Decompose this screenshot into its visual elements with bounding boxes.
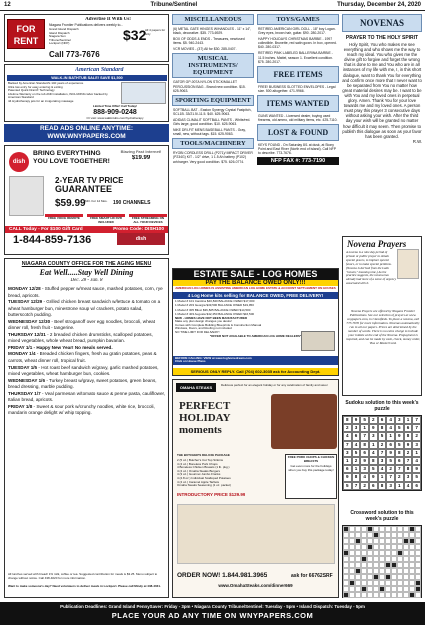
page-footer [0, 602, 425, 625]
sudoku-cell: 3 [404, 473, 413, 481]
estate-features: Make any plan design changes you desire! Comes with Complete Building Blueprints & Construction Manual Windows, Doors, and Roofing not included NO TIME LIMIT FOR DELIVERY! [175, 319, 262, 334]
dish-phone: 1-844-859-7136 [13, 234, 92, 246]
items-wanted-header: ITEMS WANTED [257, 95, 339, 112]
listing: RETIRED PINK LABELED BALLERINA BARBIE - 11.5 inches. Mattel, season 1. Excellent condition. $75. 280-2017. [258, 51, 333, 64]
prayer-initials: R.W. [412, 138, 422, 144]
sudoku-cell: 4 [404, 482, 413, 490]
estate-features-title: NEW - HOMES HAVE NOT BEEN MANUFACTURED [175, 315, 248, 320]
wanted-listings [258, 114, 338, 122]
sudoku-cell: 2 [386, 465, 395, 473]
sudoku-cell: 6 [369, 482, 378, 490]
estate-avail: 4 Log Home kits selling for BALANCE OWED, FREE DELIVERY! [173, 292, 338, 299]
footer-place-ad: PLACE YOUR AD ANY TIME ON WNYPAPERS.COM [111, 611, 314, 620]
sudoku-cell: 3 [412, 441, 421, 449]
sporting-header: SPORTING EQUIPMENT [172, 95, 254, 106]
dish-ad [4, 145, 169, 255]
sudoku-cell: 4 [378, 465, 387, 473]
sudoku-cell: 9 [369, 424, 378, 432]
sudoku-cell: 2 [369, 416, 378, 424]
advertise-ad [4, 14, 169, 62]
sudoku-cell: 4 [352, 441, 361, 449]
sudoku-title: Sudoku solution to this week's puzzle [345, 400, 419, 412]
american-url: Or visit: www.walkintubs.com/hydrotherapy [86, 117, 144, 120]
listing: SOFTBALL BAT - Easton Synergy Crystal Fastpitch, SCL1B. 33/21.5/-11.5. $40. 625-9063. [173, 107, 252, 116]
aging-menu [4, 258, 169, 598]
sudoku-cell: 3 [360, 465, 369, 473]
estate-offer: *OFFER NOT AVAILABLE TO AMERICAN LOG HOME DEALERS* [209, 333, 302, 338]
toys-listings [258, 27, 338, 64]
menu-day: TUESDAY 12/29 - Grilled chicken breast sandwich w/lettuce & tomato on a wheat hamburger bun, minestrone soup w/ crackers, potato salad, butterscotch pudding. [8, 299, 161, 318]
sudoku-cell: 5 [369, 465, 378, 473]
listing: GATOR GP-007A NYLON STICK/MALLET PERCUSSION BAG - Brand new condition. $15. 625-9063. [173, 80, 246, 93]
for-rent-sign: FOR RENT [7, 19, 45, 49]
dvr-feature: FREE SMART HD DVR INCLUDED [87, 214, 125, 224]
log-home-image [301, 331, 335, 351]
crossword-title: Crossword solution to this week's puzzle [350, 510, 414, 522]
sudoku-cell: 1 [360, 424, 369, 432]
dish-guarantee-1: 2-YEAR TV PRICE [55, 176, 124, 185]
sudoku-cell: 4 [343, 432, 352, 440]
tools-listings [173, 151, 253, 163]
dish-logo: dish [9, 152, 29, 172]
sudoku-solution [342, 400, 422, 510]
sudoku-cell: 1 [386, 432, 395, 440]
voice-remote-feature: FREE VOICE REMOTE [45, 214, 83, 224]
american-phone: 888-909-0248 [93, 109, 137, 116]
aging-menu-footer: All lunches served with bread/ 1% milk, coffee or tea. Suggested contribution for meals is $3.25. Menu subject to change without notice. Call 438-4020 for more information. [8, 573, 158, 580]
omaha-intro-price: INTRODUCTORY PRICE $129.99 [177, 492, 246, 497]
omaha-tag: Delicious perfect for an elegant holiday or for any celebration of family and savor [221, 384, 328, 387]
sudoku-cell: 7 [343, 441, 352, 449]
nfp-fax: NFP FAX #: 773-7190 [257, 157, 339, 165]
menu-day: WEDNESDAY 12/30 - Beef stroganoff over egg noodles, broccoli, wheat dinner roll, fresh fruit - tangerine. [8, 318, 156, 331]
bathtub-image [121, 82, 166, 104]
read-ads-banner: READ ADS ONLINE ANYTIME: WWW.WNYPAPERS.COM [4, 124, 169, 142]
sudoku-cell: 5 [343, 482, 352, 490]
omaha-steaks-ad [172, 379, 339, 598]
sudoku-cell: 1 [352, 465, 361, 473]
listing: NIKE DRI-FIT MENS BASEBALL PANTS - Gray, small, new, without tags. $15. 625-9063. [173, 128, 246, 137]
sudoku-cell: 7 [360, 432, 369, 440]
musical-header: MUSICAL INSTRUMENTS/ EQUIPMENT [172, 53, 254, 78]
page-number: 12 [4, 2, 11, 8]
sporting-listings [173, 108, 253, 137]
sudoku-cell: 8 [352, 473, 361, 481]
sudoku-cell: 5 [412, 473, 421, 481]
sudoku-cell: 7 [352, 482, 361, 490]
omaha-food-photo [177, 504, 335, 564]
dish-tv-image [9, 176, 44, 216]
estate-sale-ad [172, 268, 339, 376]
listing: HAPPY HOLIDAYS CHRISTMAS BARBIE - 1997 collectible. Brunette, red satin gown. In box, opened. $40. 280-0317. [258, 37, 337, 50]
issue-date: Thursday, December 24, 2020 [337, 2, 421, 8]
omaha-ask: ask for 66762SRF [291, 573, 333, 579]
crossword-solution [342, 510, 422, 598]
novenas-header: NOVENAS [342, 14, 422, 32]
sudoku-cell: 3 [343, 449, 352, 457]
saint-image [397, 249, 419, 279]
sudoku-cell: 8 [404, 465, 413, 473]
streaming-feature: FREE STREAMING ON ALL YOUR DEVICES [129, 214, 167, 224]
sudoku-cell: 8 [343, 416, 352, 424]
prayer-title: PRAYER TO THE HOLY SPIRIT [345, 35, 419, 41]
novena-prayers-title: Novena Prayers [347, 239, 407, 249]
dish-feature-icons [45, 214, 167, 224]
sudoku-cell: 3 [378, 457, 387, 465]
listing: BOX OF ODDS & ENDS - Treasures, new/used items. $5. 940-2443. [173, 37, 245, 46]
listing: ADIDAS CLIMALIT SOFTBALL PANTS - White/red. Girls large, good condition. $10. 625-9063. [173, 117, 251, 127]
steak-image [271, 394, 337, 449]
menu-day: MONDAY 12/28 - Stuffed pepper w/meat sauce, mashed potatoes, corn, rye bread, apricots. [8, 286, 163, 298]
aging-menu-subtitle: Eat Well.....Stay Well Dining [39, 268, 134, 277]
advertise-sub: Niagara Frontier Publications delivers weekly to... [49, 23, 124, 27]
misc-header: MISCELLANEOUS [172, 14, 254, 25]
novena-prayers-box [342, 236, 422, 396]
walk-in-tub-sale: WALK-IN BATHTUB SALE! SAVE $1,500 [7, 75, 167, 81]
dish-headline: BRING EVERYTHING YOU LOVE TOGETHER! [33, 150, 110, 165]
sudoku-cell: 5 [360, 416, 369, 424]
sudoku-cell: 6 [360, 449, 369, 457]
lost-found-listings [258, 143, 338, 155]
toys-header: TOYS/GAMES [257, 14, 339, 25]
menu-day: MONDAY 1/4 - Breaded chicken fingers, fresh au gratin potatoes, peas & carrots, wheat dinner roll, tropical fruit. [8, 351, 157, 364]
sudoku-cell: 8 [360, 441, 369, 449]
sudoku-cell: 8 [395, 449, 404, 457]
sudoku-cell: 1 [369, 441, 378, 449]
sudoku-cell: 6 [352, 432, 361, 440]
advertise-paper-list: Grand Island Dispatch Island Dispatch Niagara Sun Tribune/Sentinel Lockport (NFP) [49, 28, 79, 46]
sudoku-cell: 5 [378, 432, 387, 440]
sudoku-cell: 9 [369, 473, 378, 481]
listing: FREE! BUSINESS SLOTTED ENVELOPES - Legal size. 500 altogether. 471-9966. [258, 84, 336, 93]
sudoku-cell: 1 [404, 416, 413, 424]
sudoku-cell: 5 [352, 449, 361, 457]
free-items-header: FREE ITEMS [257, 66, 339, 83]
classifieds-col-1 [172, 14, 254, 264]
menu-day: FRIDAY 1/8 - Sweet & sour pork w/crunchy noodles, white rice, broccoli, mandarin orange delight w/ whip topping. [8, 403, 155, 416]
omaha-logo: OMAHA STEAKS [176, 383, 216, 392]
sudoku-cell: 1 [395, 482, 404, 490]
omaha-title: PERFECT HOLIDAY moments [179, 400, 231, 436]
page-header [0, 0, 425, 11]
limited-offer: Limited Time Offer! Call Today! [92, 105, 138, 108]
free-listings [258, 85, 338, 93]
menu-day: WEDNESDAY 1/6 - Turkey breast w/gravy, sweet potatoes, green beans, bread dressing, marble pudding. [8, 377, 157, 390]
listing: RETIRED AMERICAN GIRL DOLL - 18" boy Logan. Grey eyes, brown hair, guitar. $90. 280-2017. [258, 27, 336, 36]
omaha-order: ORDER NOW! 1.844.981.3965 [177, 572, 268, 579]
sudoku-cell: 9 [352, 416, 361, 424]
sudoku-cell: 7 [386, 473, 395, 481]
estate-models: 1 Model # 101 Carolina $40,840 BALANCE OWED $17,000 1 Model # 203 Georgia $49,500 BALANCE OWED $19,950 1 Model # 305 Biloxi $36,825 BALANCE OWED $14,500 1 Model # 403 Augusta $42,450 BALANCE OWED $16,500 [175, 298, 255, 317]
advertise-call: Call 773-7676 [49, 50, 100, 59]
sudoku-cell: 2 [352, 457, 361, 465]
sudoku-cell: 2 [378, 441, 387, 449]
sudoku-cell: 6 [343, 465, 352, 473]
sudoku-cell: 9 [386, 449, 395, 457]
american-bullets: Backed by American Standard's 140 years of experience Ultra low entry for easy entering & exiting Patented Quick Drain® Technology Lifetime Warranty on the tub AND installation, INCLUDING labor backed by American Standard 44 Hydrotherapy jets for an invigorating massage [8, 82, 108, 103]
sudoku-cell: 7 [412, 416, 421, 424]
listing: VCR MOVIES - (37) All for $30. 285-0407. [173, 47, 237, 52]
sudoku-cell: 1 [343, 457, 352, 465]
sudoku-cell: 7 [378, 449, 387, 457]
sudoku-cell: 2 [412, 432, 421, 440]
sudoku-cell: 4 [386, 416, 395, 424]
tools-header: TOOLS/MACHINERY [172, 138, 254, 149]
classifieds-col-2 [257, 14, 339, 264]
crossword-grid [342, 525, 422, 598]
omaha-url: www.OmahaSteaks.com/dinner669 [218, 583, 293, 588]
dish-channels: 190 CHANNELS [113, 200, 151, 206]
dish-price-note: MO. For 12 Mos. [85, 200, 108, 203]
sudoku-cell: 8 [369, 457, 378, 465]
sudoku-cell: 4 [360, 473, 369, 481]
sudoku-cell: 8 [378, 482, 387, 490]
footer-deadlines: Publication Deadlines: Grand Island PennySaver: Friday - 3pm • Niagara County Tribune/Sentinel: Tuesday - 5pm • Island Dispatch: Tuesday - 5pm [60, 604, 365, 609]
listing: (6) METAL GATE HINGES W/HANDLES - 11" x 14", black, decorative. $35. 773-6929. [173, 27, 252, 36]
sudoku-cell: 1 [412, 449, 421, 457]
lost-found-header: LOST & FOUND [257, 124, 339, 141]
dish-internet-price: $19.99 [131, 155, 151, 161]
sudoku-grid [342, 415, 422, 491]
sudoku-cell: 4 [386, 424, 395, 432]
aging-menu-days [8, 286, 166, 417]
sudoku-cell: 5 [395, 424, 404, 432]
novena-prayers-info: Novena Prayers are offered by Niagara Frontier Publications. See our selection of prayers at www. wnypapers.com, in Classifieds. To place a novena, call 773-7676 for more information. Novenas automatically run in all our papers. Prices are determined by the number of words. There is no extra charge to include your initials at the end of the Novena. Prepayment is required, and can be made by cash, check, money order, Visa or MasterCard. [346, 309, 420, 345]
sudoku-cell: 3 [352, 424, 361, 432]
advertise-price-note: All 4 papers for only [145, 29, 166, 36]
sudoku-cell: 6 [378, 416, 387, 424]
advertise-price: $32 [123, 27, 147, 43]
sudoku-cell: 3 [369, 432, 378, 440]
american-standard-ad [4, 64, 169, 122]
sudoku-cell: 6 [412, 482, 421, 490]
sudoku-cell: 9 [360, 457, 369, 465]
aging-menu-title: NIAGARA COUNTY OFFICE FOR THE AGING MENU [21, 261, 152, 267]
dish-call-bar: CALL Today - For $100 Gift Card Promo Code: DISH100 [5, 226, 168, 233]
sudoku-cell: 2 [343, 424, 352, 432]
aging-menu-volunteer: Want to make someone's day? Need volunteers to deliver meals in Lockport. Please call Mindy at 438-4031. [8, 585, 161, 588]
omaha-package: THE BUTCHER'S DELUXE PACKAGE [177, 454, 230, 457]
sudoku-cell: 9 [404, 441, 413, 449]
sudoku-cell: 6 [395, 457, 404, 465]
estate-sub: PAY THE BALANCE OWED ONLY!!! [173, 280, 338, 286]
prayer-text: Holy Spirit, You who makes me see everything and who shows me the way to reach my ideal. You who gives me the divine gift to forgive and forget the wrong that is done to me and You who are in all instances of my life with me, I, in this short dialogue, want to thank You for everything and confirm once more that I never want to be separated from You no matter how great material desires may be. I want to be with You and my loved ones in perpetual glory. Amen. Thank You for your love towards me and my loved ones. A person must pray this prayer 3 consecutive days without asking your wish. After the third day your wish will be granted no matter how difficult it may seem. Then promise to publish this dialogue as soon as your favor has been granted. [342, 42, 422, 139]
american-standard-logo: American Standard [75, 67, 124, 73]
sudoku-cell: 9 [412, 465, 421, 473]
listing: RYOBI CORDLESS DRILL (P271)/ IMPACT DRIVER (P234G) KIT - 1/2" drive, 1 1.5 Ah battery (P102) w/charger. Very good condition. $75. 626-0774. [173, 151, 253, 164]
paper-name: Tribune/Sentinel [150, 2, 198, 8]
sudoku-cell: 9 [343, 473, 352, 481]
sudoku-cell: 3 [395, 416, 404, 424]
novenas-column [342, 14, 422, 272]
sudoku-cell: 7 [412, 424, 421, 432]
dish-remote-image: dish [117, 233, 165, 245]
sudoku-cell: 8 [378, 424, 387, 432]
sudoku-cell: 7 [404, 457, 413, 465]
sudoku-cell: 2 [395, 473, 404, 481]
sudoku-cell: 4 [412, 457, 421, 465]
estate-title: ESTATE SALE - LOG HOMES [173, 269, 338, 280]
estate-before: BEFORE CALLING: VIEW at www.loghomedream.com Click on House Plans [173, 356, 338, 365]
omaha-items: 2 (5 oz.) Butcher's Cut Top Sirloins 4 (4 oz.) Boneless Pork Chops 4 Boneless Chicken Breasts (1 lb. pkg.) 4 (4 oz.) Omaha Steaks Burgers 4 (3 oz.) Gourmet Jumbo Franks 4 (2.8 oz.) Individual Scalloped Potatoes 4 (4 oz.) Caramel Apple Tartlets Omaha Steaks Seasoning (1 oz. packet) [177, 459, 231, 488]
estate-company: AMERICAN LOG HOMES IS ASSISTING AMERICAN LOG HOME ESTATE & ACCOUNT SETTLEMENT ON HOUSES [175, 286, 336, 290]
sudoku-cell: 3 [386, 482, 395, 490]
sudoku-cell: 4 [369, 449, 378, 457]
sudoku-cell: 7 [395, 465, 404, 473]
menu-day: TUESDAY 1/5 - Hot roast beef sandwich w/gravy, garlic mashed potatoes, mixed vegetables, wheat hamburger bun, cookies. [8, 364, 159, 377]
menu-day: THURSDAY 1/7 - Veal parmesan w/tomato sauce & penne pasta, cauliflower, Italian bread, apricots. [8, 390, 166, 403]
sudoku-cell: 6 [386, 441, 395, 449]
menu-day: FRIDAY 1/1 - Happy New Year! No meals served. [8, 344, 113, 350]
sudoku-cell: 2 [404, 449, 413, 457]
dish-internet: Blazing Fast Internet! [120, 149, 162, 154]
sudoku-cell: 5 [386, 457, 395, 465]
menu-day: THURSDAY 12/31 - 2 breaded chicken drumsticks, scalloped potatoes, mixed vegetables, whole wheat bread, pumpkin bavarian. [8, 331, 153, 344]
novena-prayers-text: A novena is a nine day period of private or public prayer to obtain special graces, to implore special favors, or to make special petitions. (Novena is derived from the Latin "novem," meaning nine.) As the practice suggests, the novena has already had more of a sense of urgency associated with it. [346, 251, 396, 286]
sudoku-cell: 1 [378, 473, 387, 481]
dish-price: $59.99 [55, 198, 86, 209]
listing: GUNS WANTED - Licensed dealer, buying used firearms, old ammo, old military items, etc. 425-7110. [258, 113, 338, 123]
listing: KEYS FOUND - On Saturday 8/1 at dusk, at Stony Point and East River (North end of island). Call NFP to describe. 773-7676. [258, 143, 336, 156]
sudoku-cell: 6 [404, 424, 413, 432]
advertise-title: Advertise It With Us! [85, 17, 131, 22]
sudoku-cell: 5 [395, 441, 404, 449]
misc-listings [173, 27, 253, 51]
estate-serious: SERIOUS ONLY REPLY. Call (704) 602-3035 ask for Accounting Dept. [173, 368, 338, 375]
sudoku-cell: 8 [404, 432, 413, 440]
sudoku-cell: 9 [395, 432, 404, 440]
aging-menu-dates: Dec. 28 - Jan. 8 [70, 278, 103, 283]
sudoku-cell: 2 [360, 482, 369, 490]
musical-listings [173, 80, 253, 92]
omaha-free-box: FREE PORK CHOPS & CHICKEN BREASTS Get even more for the holidays when you buy this package today! [285, 454, 337, 499]
dish-guarantee-2: GUARANTEE [55, 184, 113, 194]
